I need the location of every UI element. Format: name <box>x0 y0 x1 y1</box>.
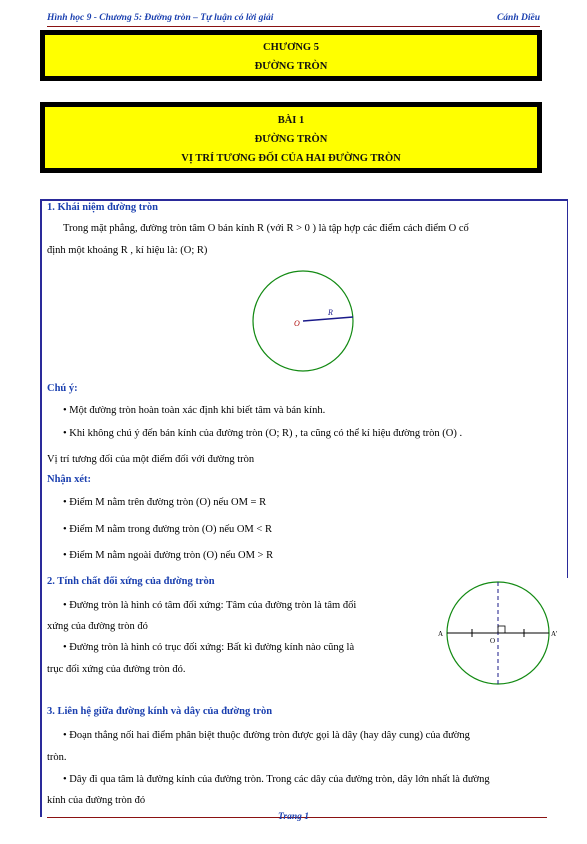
section-2-line-1: • Đường tròn là hình có tâm đối xứng: Tâm của đường tròn là tâm đối <box>63 600 357 611</box>
remark-title: Nhận xét: <box>47 474 92 485</box>
section-1-definition-cont: định một khoảng R , kí hiệu là: (O; R) <box>47 245 208 256</box>
section-2-line-2: xứng của đường tròn đó <box>47 621 148 632</box>
lesson-subtitle: VỊ TRÍ TƯƠNG ĐỐI CỦA HAI ĐƯỜNG TRÒN <box>181 153 401 164</box>
note-title: Chú ý: <box>47 383 78 394</box>
right-angle-mark <box>498 626 505 633</box>
radius-line <box>303 317 353 321</box>
chapter-number: CHƯƠNG 5 <box>263 42 319 53</box>
lesson-title: ĐƯỜNG TRÒN <box>254 134 328 145</box>
radius-label-r: R <box>328 308 333 317</box>
chapter-banner <box>40 30 542 81</box>
section-3-line-4: kính của đường tròn đó <box>47 795 146 806</box>
center-label: O <box>490 637 496 645</box>
section-3-line-1: • Đoạn thẳng nối hai điểm phân biệt thuộc đường tròn được gọi là dây (hay dây cung) của đường <box>63 730 470 741</box>
page-number: Trang 1 <box>277 812 310 822</box>
chapter-title: ĐƯỜNG TRÒN <box>254 61 328 72</box>
section-3-title: 3. Liên hệ giữa đường kính và dây của đường tròn <box>47 706 273 717</box>
section-2-line-3: • Đường tròn là hình có trục đối xứng: Bất kì đường kính nào cũng là <box>63 642 355 653</box>
remark-bullet-3: • Điểm M nằm ngoài đường tròn (O) nếu OM > R <box>63 550 274 561</box>
lesson-number: BÀI 1 <box>277 115 305 126</box>
point-a-label: A <box>438 630 444 638</box>
content-right-border <box>567 200 568 578</box>
note-bullet-1: • Một đường tròn hoàn toàn xác định khi biết tâm và bán kính. <box>63 405 326 416</box>
section-3-line-3: • Dây đi qua tâm là đường kính của đường tròn. Trong các dây của đường tròn, dây lớn nhất là đường <box>63 774 490 785</box>
remark-bullet-1: • Điểm M nằm trên đường tròn (O) nếu OM = R <box>63 497 267 508</box>
header-publisher: Cánh Diều <box>496 13 540 23</box>
section-2-line-4: trục đối xứng của đường tròn đó. <box>47 664 186 675</box>
symmetry-figure <box>435 580 565 686</box>
section-2-title: 2. Tính chất đối xứng của đường tròn <box>47 576 215 587</box>
section-1-title: 1. Khái niệm đường tròn <box>47 202 159 213</box>
relative-position-line: Vị trí tương đối của một điểm đối với đường tròn <box>47 454 255 465</box>
center-label-o: O <box>294 319 300 328</box>
lesson-banner <box>40 102 542 173</box>
section-3-line-2: tròn. <box>47 752 67 763</box>
circle-figure <box>250 270 362 374</box>
page-header <box>47 12 540 27</box>
note-bullet-2: • Khi không chú ý đến bán kính của đường tròn (O; R) , ta cũng có thể kí hiệu đường tròn (O) . <box>63 428 463 439</box>
point-a-prime-label: A' <box>551 630 558 638</box>
section-1-definition: Trong mặt phẳng, đường tròn tâm O bán kính R (với R > 0 ) là tập hợp các điểm cách điểm O cố <box>63 223 469 234</box>
remark-bullet-2: • Điểm M nằm trong đường tròn (O) nếu OM < R <box>63 524 272 535</box>
header-title: Hình học 9 - Chương 5: Đường tròn – Tự luận có lời giải <box>47 13 274 23</box>
